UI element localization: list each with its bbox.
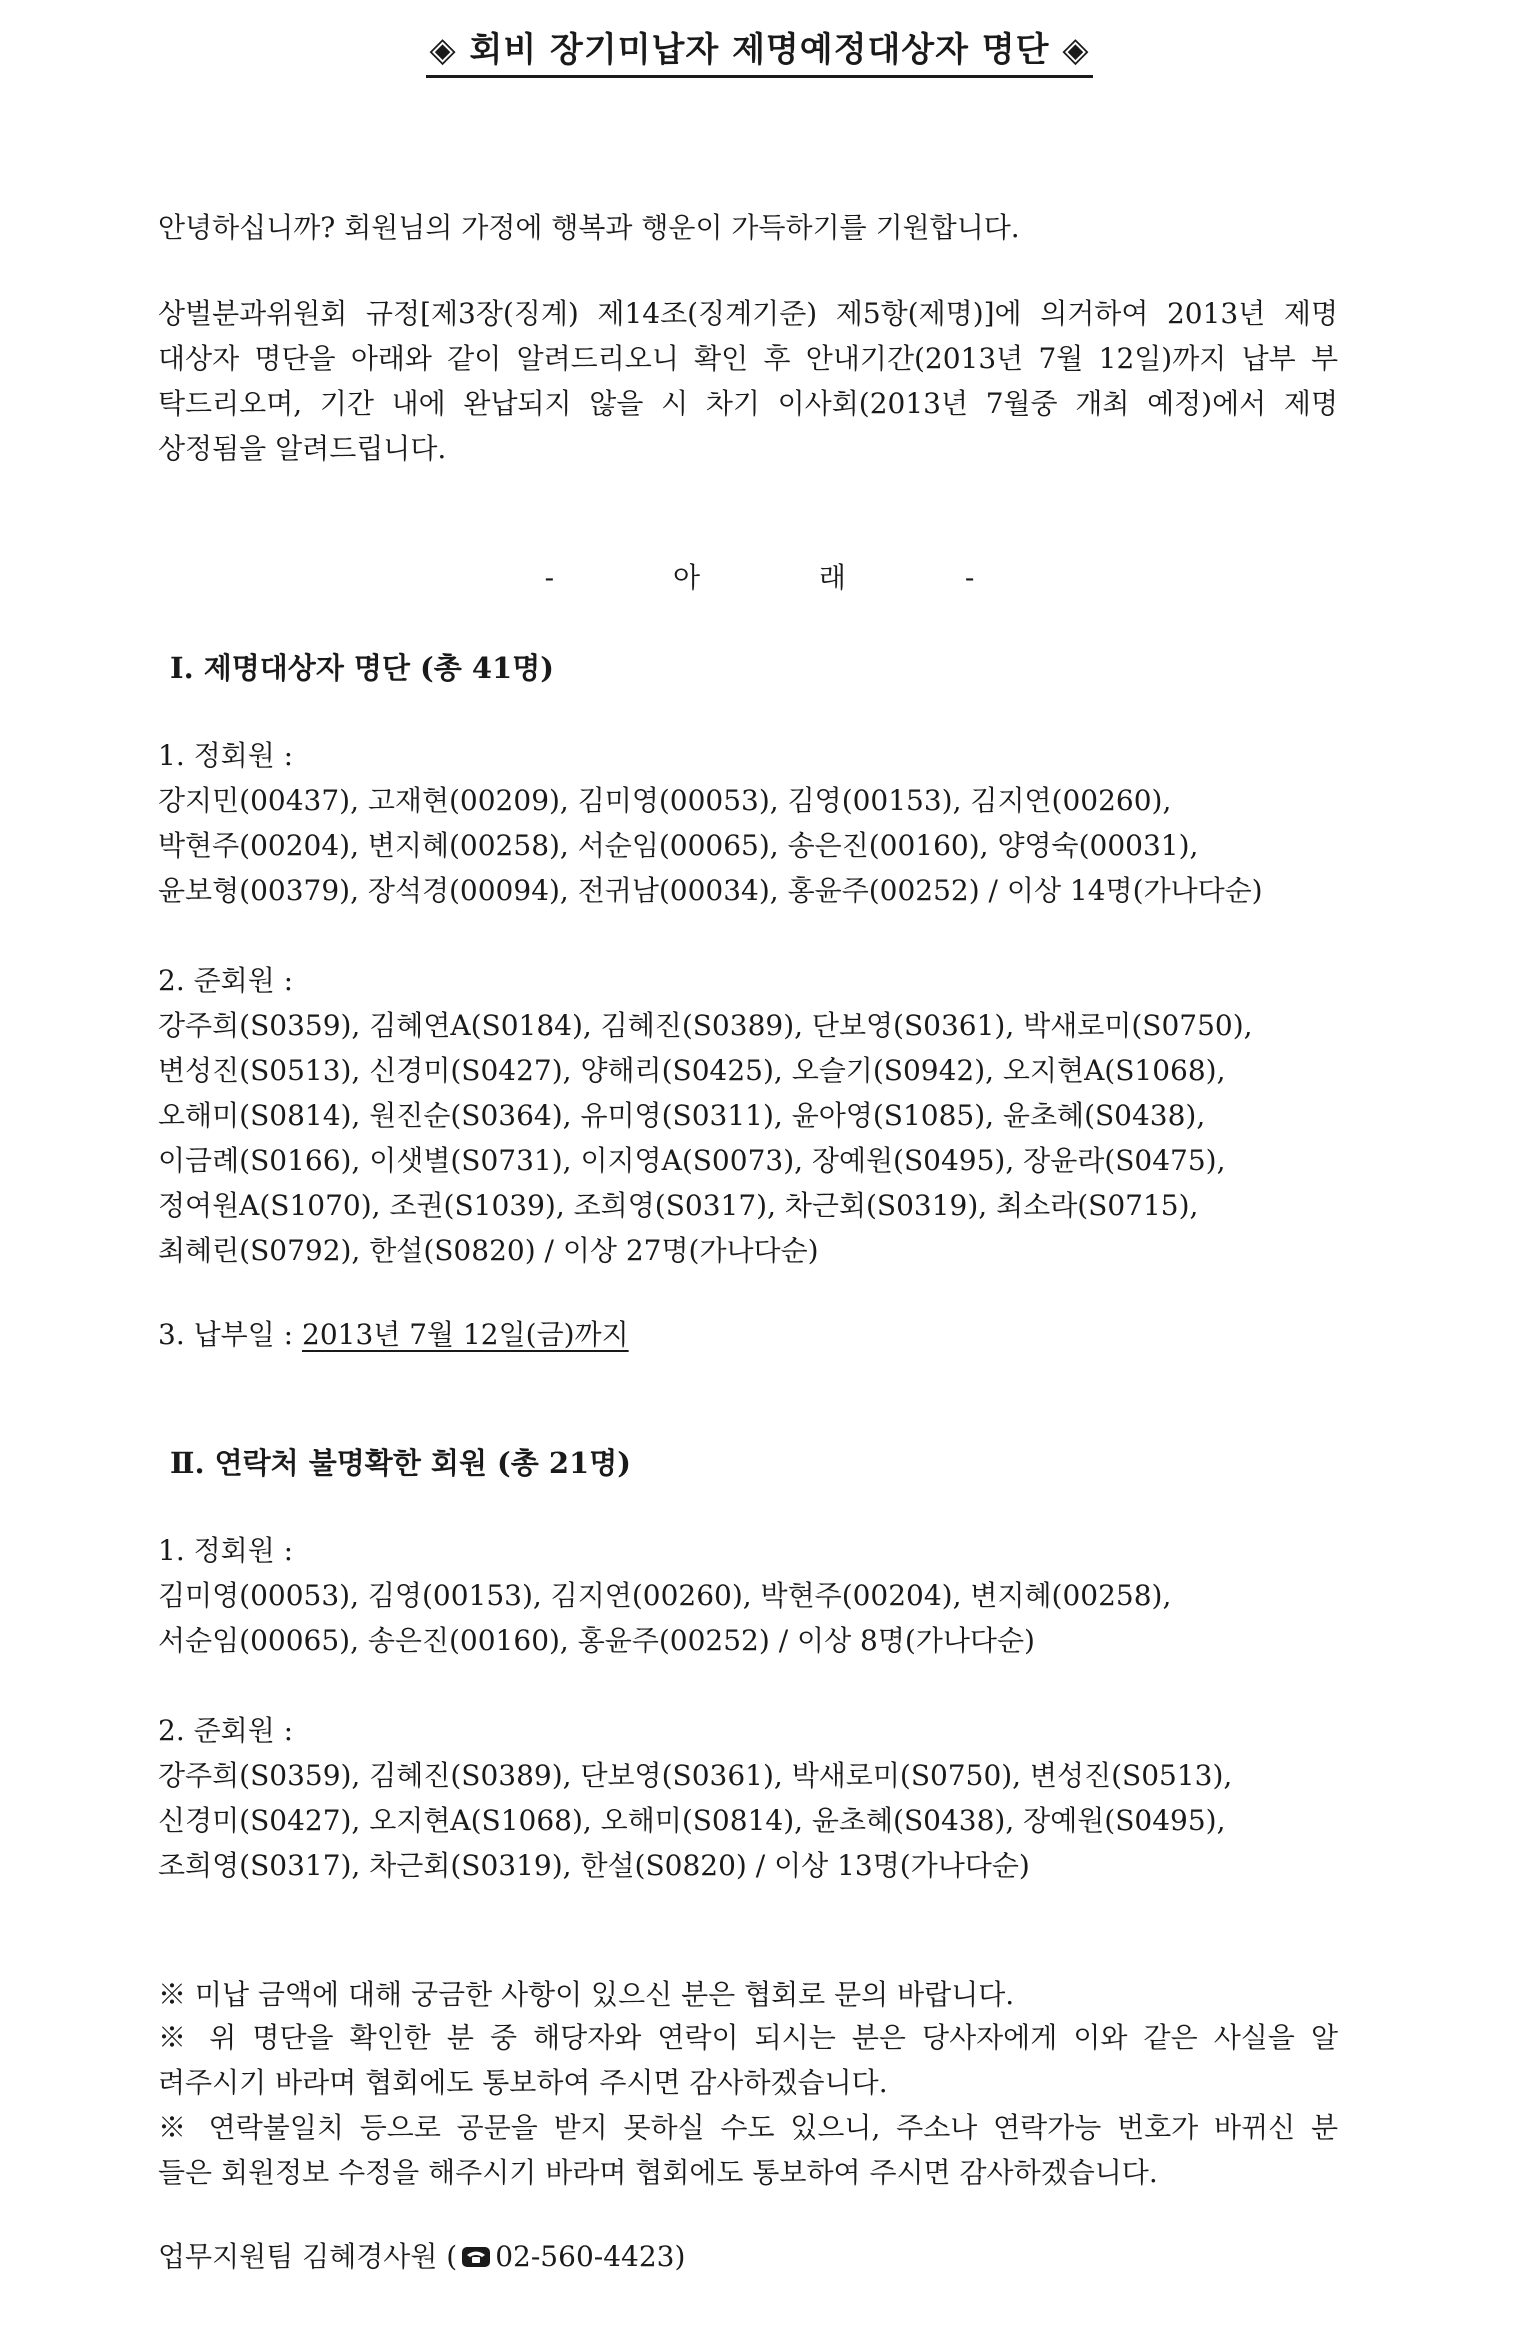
intro-line: 상벌분과위원회 규정[제3장(징계) 제14조(징계기준) 제5항(제명)]에 의거하여 2013년 제명 — [158, 297, 1338, 330]
member-list-line: 강주희(S0359), 김혜진(S0389), 단보영(S0361), 박새로미(S0750), 변성진(S0513), — [158, 1759, 1233, 1792]
intro-paragraph — [158, 291, 1338, 471]
note-line: 들은 회원정보 수정을 해주시기 바라며 협회에도 통보하여 주시면 감사하겠습니다. — [158, 2156, 1158, 2189]
section2-heading: Ⅱ. 연락처 불명확한 회원 (총 21명) — [170, 1446, 631, 1480]
contact-phone: 02-560-4423 — [495, 2240, 675, 2273]
due-date-line — [158, 1318, 629, 1352]
member-list-line: 윤보형(00379), 장석경(00094), 전귀남(00034), 홍윤주(00252) / 이상 14명(가나다순) — [158, 874, 1263, 907]
note-line: 려주시기 바라며 협회에도 통보하여 주시면 감사하겠습니다. — [158, 2066, 888, 2099]
intro-line: 상정됨을 알려드립니다. — [158, 432, 447, 465]
document-title-text: ◈ 회비 장기미납자 제명예정대상자 명단 ◈ — [426, 22, 1094, 78]
member-list-line: 강지민(00437), 고재현(00209), 김미영(00053), 김영(00153), 김지연(00260), — [158, 784, 1172, 817]
section2-associate-label: 2. 준회원 : — [158, 1714, 294, 1747]
member-list-line: 정여원A(S1070), 조권(S1039), 조희영(S0317), 차근회(S0319), 최소라(S0715), — [158, 1189, 1199, 1222]
member-list-line: 김미영(00053), 김영(00153), 김지연(00260), 박현주(00204), 변지혜(00258), — [158, 1579, 1172, 1612]
member-list-line: 강주희(S0359), 김혜연A(S0184), 김혜진(S0389), 단보영(S0361), 박새로미(S0750), — [158, 1009, 1253, 1042]
contact-team: 업무지원팀 김혜경사원 ( — [158, 2240, 458, 2273]
section2-regular-label: 1. 정회원 : — [158, 1534, 294, 1567]
section1-associate-label: 2. 준회원 : — [158, 964, 294, 997]
section1-heading: Ⅰ. 제명대상자 명단 (총 41명) — [170, 651, 554, 685]
document-title — [0, 22, 1519, 78]
member-list-line: 이금례(S0166), 이샛별(S0731), 이지영A(S0073), 장예원(S0495), 장윤라(S0475), — [158, 1144, 1226, 1177]
note-inquiry: ※ 미납 금액에 대해 궁금한 사항이 있으신 분은 협회로 문의 바랍니다. — [158, 1978, 1015, 2011]
member-list-line: 변성진(S0513), 신경미(S0427), 양해리(S0425), 오슬기(S0942), 오지현A(S1068), — [158, 1054, 1226, 1087]
note-line: ※ 연락불일치 등으로 공문을 받지 못하실 수도 있으니, 주소나 연락가능 번호가 바뀌신 분 — [158, 2111, 1338, 2144]
note-contact-paragraph — [158, 2015, 1338, 2105]
member-list-line: 서순임(00065), 송은진(00160), 홍윤주(00252) / 이상 8명(가나다순) — [158, 1624, 1035, 1657]
note-update-paragraph — [158, 2105, 1338, 2195]
greeting-text: 안녕하십니까? 회원님의 가정에 행복과 행운이 가득하기를 기원합니다. — [158, 211, 1020, 244]
telephone-icon — [461, 2246, 491, 2268]
contact-close: ) — [674, 2240, 686, 2273]
member-list-line: 오해미(S0814), 원진순(S0364), 유미영(S0311), 윤아영(S1085), 윤초혜(S0438), — [158, 1099, 1206, 1132]
below-marker: - 아 래 - — [544, 561, 975, 594]
note-line: ※ 위 명단을 확인한 분 중 해당자와 연락이 되시는 분은 당사자에게 이와 같은 사실을 알 — [158, 2021, 1338, 2054]
member-list-line: 신경미(S0427), 오지현A(S1068), 오해미(S0814), 윤초혜(S0438), 장예원(S0495), — [158, 1804, 1226, 1837]
member-list-line: 조희영(S0317), 차근회(S0319), 한설(S0820) / 이상 13명(가나다순) — [158, 1849, 1030, 1882]
due-date-value: 2013년 7월 12일(금)까지 — [302, 1318, 629, 1351]
member-list-line: 박현주(00204), 변지혜(00258), 서순임(00065), 송은진(00160), 양영숙(00031), — [158, 829, 1199, 862]
due-date-label: 3. 납부일 : — [158, 1318, 294, 1351]
contact-line — [158, 2240, 685, 2274]
member-list-line: 최혜린(S0792), 한설(S0820) / 이상 27명(가나다순) — [158, 1234, 819, 1267]
intro-line: 탁드리오며, 기간 내에 완납되지 않을 시 차기 이사회(2013년 7월중 개최 예정)에서 제명 — [158, 387, 1338, 420]
section1-regular-label: 1. 정회원 : — [158, 739, 294, 772]
intro-line: 대상자 명단을 아래와 같이 알려드리오니 확인 후 안내기간(2013년 7월 12일)까지 납부 부 — [158, 342, 1338, 375]
